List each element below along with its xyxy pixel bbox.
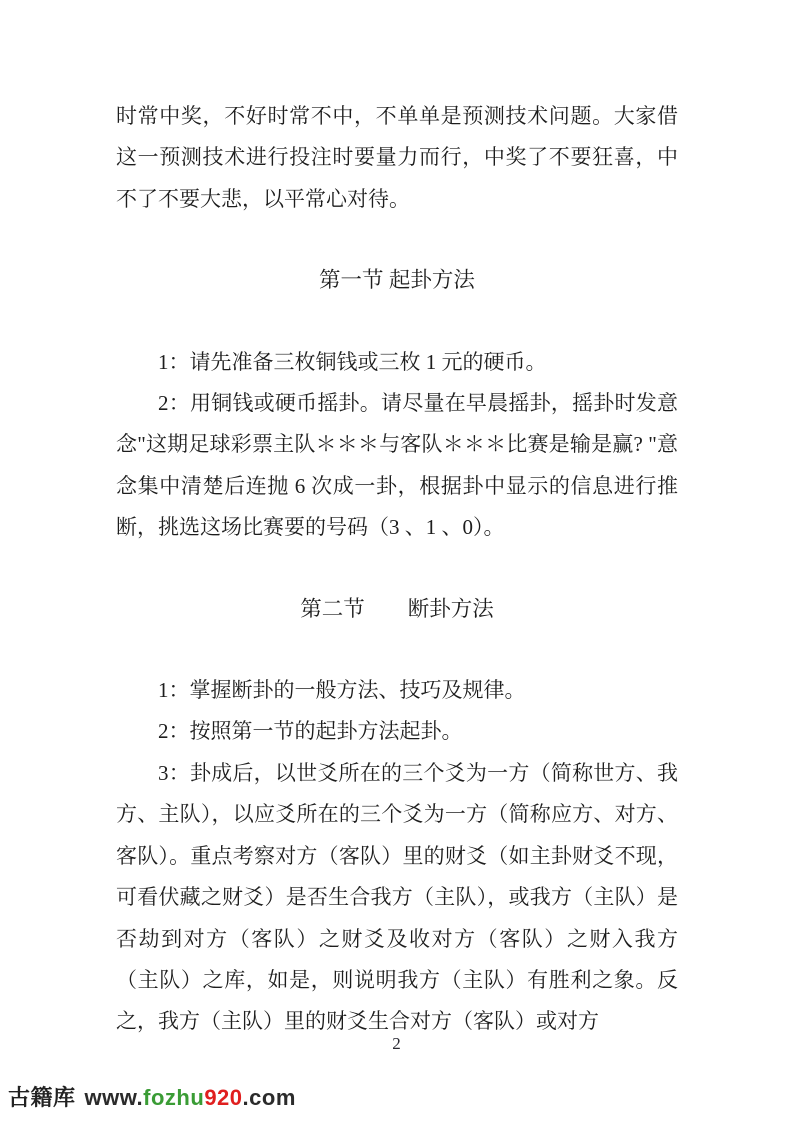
section-2-heading: 第二节 断卦方法 <box>300 596 494 621</box>
watermark-site-name: 古籍库 <box>8 1085 76 1110</box>
watermark-url-fozhu: fozhu <box>143 1085 205 1110</box>
page-body-text <box>116 96 678 1043</box>
section-1-item-1: 1：请先准备三枚铜钱或三枚 1 元的硬币。 <box>158 349 547 374</box>
watermark-url-www: www. <box>84 1085 144 1110</box>
section-2-item-3: 3：卦成后，以世爻所在的三个爻为一方（简称世方、我方、主队），以应爻所在的三个爻为一方（简称应方、对方、客队）。重点考察对方（客队）里的财爻（如主卦财爻不现，可看伏藏之财爻）是否生合我方（主队），或我方（主队）是否劫到对方（客队）之财爻及收对方（客队）之财入我方（主队）之库，如是，则说明我方（主队）有胜利之象。反之，我方（主队）里的财爻生合对方（客队）或对方 <box>116 760 678 1034</box>
section-1-heading: 第一节 起卦方法 <box>319 268 475 293</box>
watermark-url-com: .com <box>242 1085 296 1110</box>
watermark-url-920: 920 <box>204 1085 243 1110</box>
section-1-item-2: 2：用铜钱或硬币摇卦。请尽量在早晨摇卦，摇卦时发意念"这期足球彩票主队＊＊＊与客队＊＊＊比赛是输是赢? "意念集中清楚后连抛 6 次成一卦，根据卦中显示的信息进行推断，挑选这场比赛要的号码（3 、1 、0）。 <box>116 391 678 540</box>
section-2-item-2: 2：按照第一节的起卦方法起卦。 <box>158 719 463 744</box>
watermark <box>8 1081 296 1112</box>
paragraph-intro: 时常中奖，不好时常不中，不单单是预测技术问题。大家借这一预测技术进行投注时要量力而行，中奖了不要狂喜，中不了不要大悲，以平常心对待。 <box>116 104 678 211</box>
section-2-item-1: 1：掌握断卦的一般方法、技巧及规律。 <box>158 678 526 703</box>
page-number: 2 <box>392 1034 401 1053</box>
